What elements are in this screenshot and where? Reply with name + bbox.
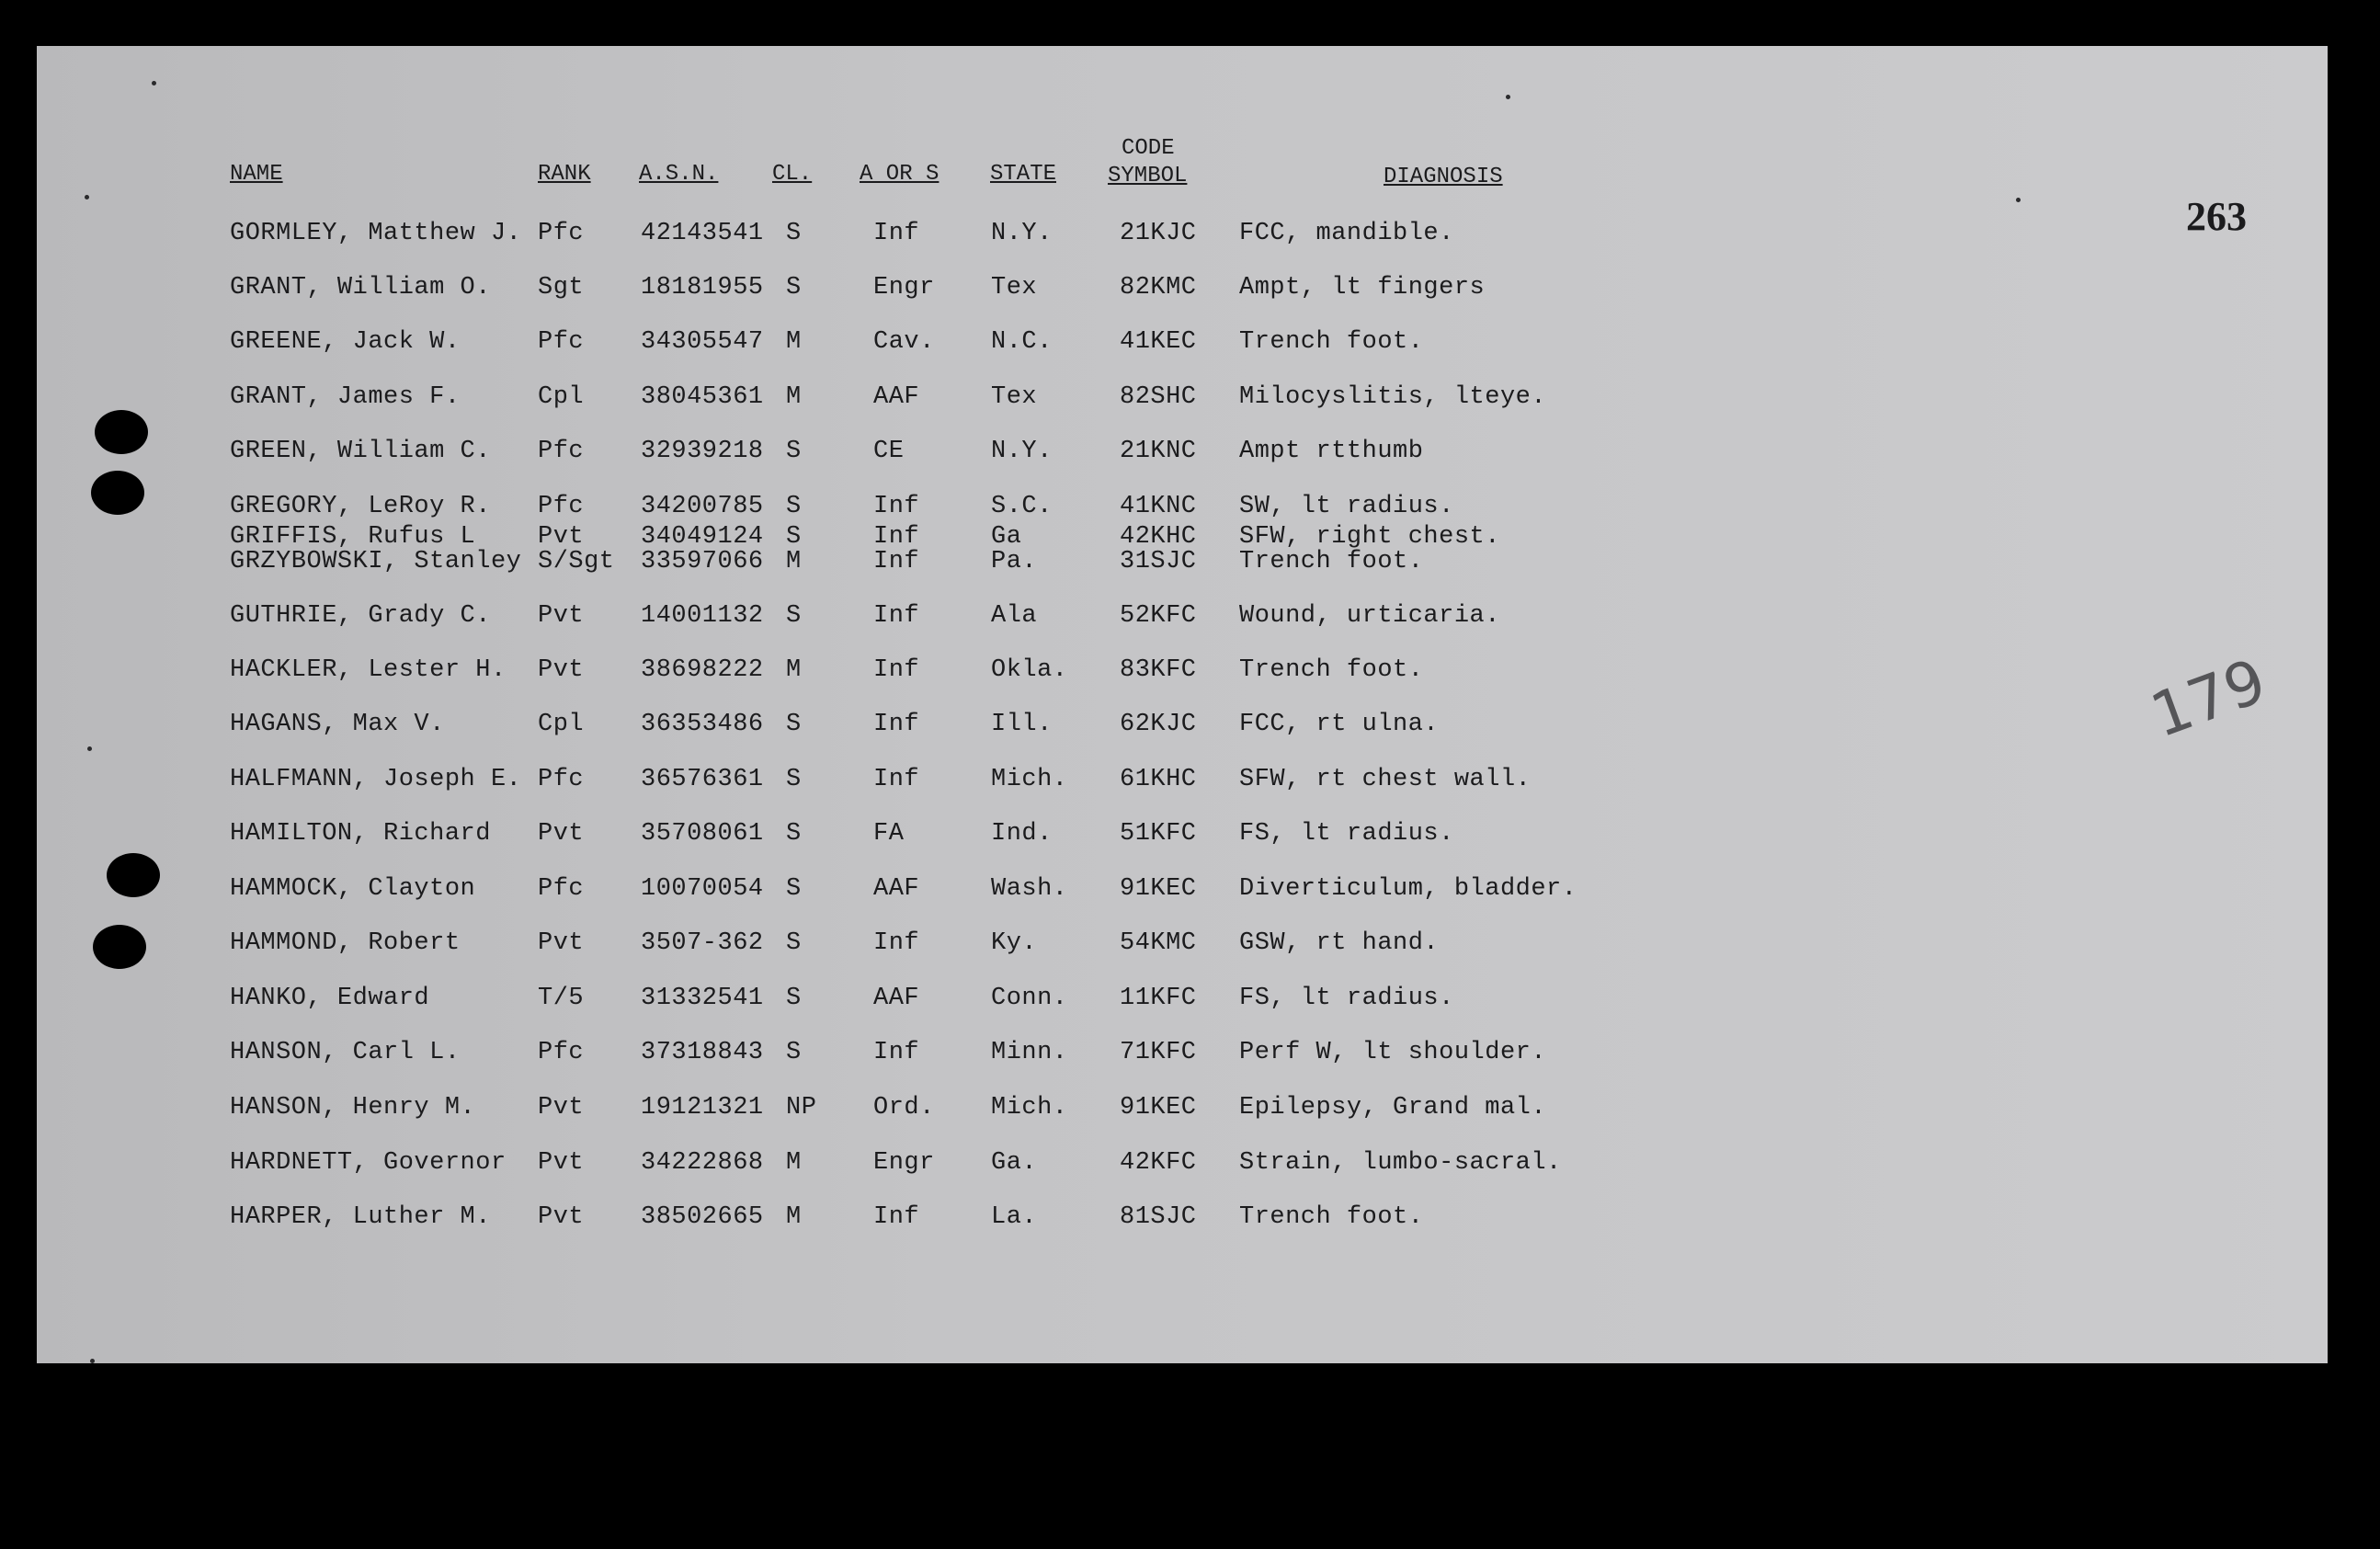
cell-diagnosis: Strain, lumbo-sacral. xyxy=(1239,1149,1562,1177)
cell-name: HACKLER, Lester H. xyxy=(230,656,507,684)
cell-asn: 38698222 xyxy=(641,656,764,684)
cell-class: S xyxy=(786,929,802,957)
dust-speck xyxy=(85,195,89,199)
cell-a-or-s: Inf xyxy=(873,656,920,684)
cell-a-or-s: Inf xyxy=(873,493,920,520)
cell-class: S xyxy=(786,820,802,848)
cell-asn: 35708061 xyxy=(641,820,764,848)
cell-asn: 36576361 xyxy=(641,766,764,793)
header-diagnosis: DIAGNOSIS xyxy=(1384,165,1503,189)
cell-state: Okla. xyxy=(991,656,1068,684)
cell-a-or-s: AAF xyxy=(873,383,920,411)
cell-asn: 34222868 xyxy=(641,1149,764,1177)
cell-class: S xyxy=(786,220,802,247)
cell-diagnosis: SW, lt radius. xyxy=(1239,493,1454,520)
cell-asn: 34049124 xyxy=(641,523,764,551)
cell-code-symbol: 42KHC xyxy=(1120,523,1197,551)
cell-state: Conn. xyxy=(991,985,1068,1012)
cell-state: La. xyxy=(991,1203,1038,1231)
cell-asn: 33597066 xyxy=(641,548,764,575)
cell-state: Mich. xyxy=(991,1094,1068,1122)
cell-name: GUTHRIE, Grady C. xyxy=(230,602,491,630)
cell-code-symbol: 54KMC xyxy=(1120,929,1197,957)
cell-diagnosis: Trench foot. xyxy=(1239,548,1424,575)
cell-code-symbol: 81SJC xyxy=(1120,1203,1197,1231)
header-code-line1: CODE xyxy=(1122,136,1175,161)
cell-diagnosis: FS, lt radius. xyxy=(1239,985,1454,1012)
cell-state: Ky. xyxy=(991,929,1038,957)
cell-state: N.Y. xyxy=(991,220,1053,247)
cell-name: HARPER, Luther M. xyxy=(230,1203,491,1231)
cell-diagnosis: Wound, urticaria. xyxy=(1239,602,1500,630)
cell-class: S xyxy=(786,875,802,903)
cell-state: Ga. xyxy=(991,1149,1038,1177)
dust-speck xyxy=(152,81,156,85)
cell-a-or-s: FA xyxy=(873,820,905,848)
cell-rank: Pvt xyxy=(538,820,585,848)
cell-asn: 3507-362 xyxy=(641,929,764,957)
header-name: NAME xyxy=(230,162,283,187)
cell-name: HAMILTON, Richard xyxy=(230,820,491,848)
cell-rank: Pfc xyxy=(538,1039,585,1066)
cell-a-or-s: Inf xyxy=(873,1039,920,1066)
punch-hole xyxy=(95,410,148,454)
cell-a-or-s: Inf xyxy=(873,602,920,630)
cell-code-symbol: 41KEC xyxy=(1120,328,1197,356)
cell-rank: Pvt xyxy=(538,929,585,957)
cell-asn: 14001132 xyxy=(641,602,764,630)
punch-hole xyxy=(93,925,146,969)
cell-class: M xyxy=(786,1203,802,1231)
header-asn: A.S.N. xyxy=(639,162,719,187)
cell-class: S xyxy=(786,766,802,793)
cell-code-symbol: 31SJC xyxy=(1120,548,1197,575)
cell-class: S xyxy=(786,711,802,738)
cell-rank: Sgt xyxy=(538,274,585,302)
cell-rank: Pfc xyxy=(538,328,585,356)
cell-asn: 18181955 xyxy=(641,274,764,302)
cell-name: HANSON, Henry M. xyxy=(230,1094,476,1122)
header-a-or-s: A OR S xyxy=(860,162,939,187)
cell-state: Ind. xyxy=(991,820,1053,848)
cell-code-symbol: 11KFC xyxy=(1120,985,1197,1012)
header-rank: RANK xyxy=(538,162,591,187)
cell-rank: Pvt xyxy=(538,602,585,630)
cell-asn: 42143541 xyxy=(641,220,764,247)
cell-code-symbol: 91KEC xyxy=(1120,875,1197,903)
cell-a-or-s: Ord. xyxy=(873,1094,935,1122)
cell-class: S xyxy=(786,493,802,520)
cell-diagnosis: Epilepsy, Grand mal. xyxy=(1239,1094,1547,1122)
cell-state: Pa. xyxy=(991,548,1038,575)
cell-rank: S/Sgt xyxy=(538,548,615,575)
cell-class: S xyxy=(786,985,802,1012)
cell-asn: 31332541 xyxy=(641,985,764,1012)
cell-a-or-s: Engr xyxy=(873,1149,935,1177)
cell-diagnosis: SFW, right chest. xyxy=(1239,523,1500,551)
cell-asn: 37318843 xyxy=(641,1039,764,1066)
cell-class: M xyxy=(786,328,802,356)
cell-a-or-s: Inf xyxy=(873,548,920,575)
cell-name: GRZYBOWSKI, Stanley xyxy=(230,548,522,575)
cell-diagnosis: FCC, rt ulna. xyxy=(1239,711,1440,738)
cell-code-symbol: 61KHC xyxy=(1120,766,1197,793)
cell-state: Ill. xyxy=(991,711,1053,738)
cell-asn: 34200785 xyxy=(641,493,764,520)
dust-speck xyxy=(90,1359,95,1363)
header-code-line2: SYMBOL xyxy=(1108,164,1188,188)
cell-state: Minn. xyxy=(991,1039,1068,1066)
cell-rank: Pfc xyxy=(538,220,585,247)
cell-name: HARDNETT, Governor xyxy=(230,1149,507,1177)
cell-code-symbol: 82SHC xyxy=(1120,383,1197,411)
cell-code-symbol: 21KNC xyxy=(1120,438,1197,465)
cell-rank: Pvt xyxy=(538,1149,585,1177)
cell-name: GRIFFIS, Rufus L xyxy=(230,523,476,551)
cell-name: HAMMOND, Robert xyxy=(230,929,461,957)
cell-class: S xyxy=(786,274,802,302)
cell-name: GREGORY, LeRoy R. xyxy=(230,493,491,520)
cell-name: GREEN, William C. xyxy=(230,438,491,465)
cell-diagnosis: GSW, rt hand. xyxy=(1239,929,1440,957)
cell-a-or-s: AAF xyxy=(873,985,920,1012)
header-cl: CL. xyxy=(772,162,813,187)
punch-hole xyxy=(107,853,160,897)
cell-name: HANKO, Edward xyxy=(230,985,430,1012)
cell-class: S xyxy=(786,438,802,465)
cell-rank: Pfc xyxy=(538,438,585,465)
cell-a-or-s: Inf xyxy=(873,220,920,247)
cell-code-symbol: 91KEC xyxy=(1120,1094,1197,1122)
cell-name: GREENE, Jack W. xyxy=(230,328,461,356)
cell-state: N.Y. xyxy=(991,438,1053,465)
dust-speck xyxy=(87,746,92,751)
cell-class: S xyxy=(786,1039,802,1066)
header-state: STATE xyxy=(990,162,1057,187)
cell-rank: Pvt xyxy=(538,1203,585,1231)
dust-speck xyxy=(2016,198,2021,202)
cell-state: Ga xyxy=(991,523,1022,551)
cell-code-symbol: 83KFC xyxy=(1120,656,1197,684)
cell-name: HAGANS, Max V. xyxy=(230,711,445,738)
cell-code-symbol: 62KJC xyxy=(1120,711,1197,738)
cell-rank: Cpl xyxy=(538,383,585,411)
cell-class: S xyxy=(786,602,802,630)
page-number: 263 xyxy=(2186,194,2247,239)
cell-a-or-s: Inf xyxy=(873,929,920,957)
cell-state: Mich. xyxy=(991,766,1068,793)
cell-name: HALFMANN, Joseph E. xyxy=(230,766,522,793)
cell-rank: Pfc xyxy=(538,493,585,520)
cell-asn: 36353486 xyxy=(641,711,764,738)
cell-name: GRANT, James F. xyxy=(230,383,461,411)
pencil-annotation: 179 xyxy=(2142,644,2275,752)
cell-diagnosis: Perf W, lt shoulder. xyxy=(1239,1039,1547,1066)
cell-code-symbol: 52KFC xyxy=(1120,602,1197,630)
cell-a-or-s: AAF xyxy=(873,875,920,903)
cell-code-symbol: 51KFC xyxy=(1120,820,1197,848)
cell-diagnosis: FCC, mandible. xyxy=(1239,220,1454,247)
cell-code-symbol: 71KFC xyxy=(1120,1039,1197,1066)
cell-name: HANSON, Carl L. xyxy=(230,1039,461,1066)
cell-class: M xyxy=(786,383,802,411)
cell-name: GORMLEY, Matthew J. xyxy=(230,220,522,247)
cell-diagnosis: Ampt, lt fingers xyxy=(1239,274,1486,302)
cell-a-or-s: Engr xyxy=(873,274,935,302)
cell-asn: 34305547 xyxy=(641,328,764,356)
cell-rank: Pvt xyxy=(538,523,585,551)
cell-asn: 38502665 xyxy=(641,1203,764,1231)
cell-class: M xyxy=(786,548,802,575)
cell-rank: Pvt xyxy=(538,1094,585,1122)
cell-a-or-s: Inf xyxy=(873,1203,920,1231)
cell-asn: 19121321 xyxy=(641,1094,764,1122)
cell-name: GRANT, William O. xyxy=(230,274,491,302)
cell-a-or-s: Inf xyxy=(873,766,920,793)
cell-state: Tex xyxy=(991,383,1038,411)
cell-rank: Pfc xyxy=(538,766,585,793)
cell-a-or-s: CE xyxy=(873,438,905,465)
cell-diagnosis: Trench foot. xyxy=(1239,1203,1424,1231)
cell-class: S xyxy=(786,523,802,551)
cell-state: Tex xyxy=(991,274,1038,302)
cell-a-or-s: Inf xyxy=(873,711,920,738)
cell-asn: 10070054 xyxy=(641,875,764,903)
cell-code-symbol: 21KJC xyxy=(1120,220,1197,247)
dust-speck xyxy=(1506,95,1510,99)
cell-rank: Pvt xyxy=(538,656,585,684)
cell-state: N.C. xyxy=(991,328,1053,356)
cell-asn: 32939218 xyxy=(641,438,764,465)
cell-diagnosis: Milocyslitis, lteye. xyxy=(1239,383,1547,411)
cell-diagnosis: Ampt rtthumb xyxy=(1239,438,1424,465)
cell-diagnosis: SFW, rt chest wall. xyxy=(1239,766,1532,793)
cell-code-symbol: 41KNC xyxy=(1120,493,1197,520)
cell-rank: Cpl xyxy=(538,711,585,738)
cell-diagnosis: Trench foot. xyxy=(1239,656,1424,684)
cell-class: NP xyxy=(786,1094,817,1122)
cell-asn: 38045361 xyxy=(641,383,764,411)
cell-code-symbol: 82KMC xyxy=(1120,274,1197,302)
cell-state: S.C. xyxy=(991,493,1053,520)
cell-a-or-s: Inf xyxy=(873,523,920,551)
cell-state: Ala xyxy=(991,602,1038,630)
cell-rank: Pfc xyxy=(538,875,585,903)
cell-class: M xyxy=(786,656,802,684)
cell-diagnosis: FS, lt radius. xyxy=(1239,820,1454,848)
cell-diagnosis: Trench foot. xyxy=(1239,328,1424,356)
punch-hole xyxy=(91,471,144,515)
cell-rank: T/5 xyxy=(538,985,585,1012)
cell-code-symbol: 42KFC xyxy=(1120,1149,1197,1177)
cell-state: Wash. xyxy=(991,875,1068,903)
cell-class: M xyxy=(786,1149,802,1177)
cell-a-or-s: Cav. xyxy=(873,328,935,356)
cell-name: HAMMOCK, Clayton xyxy=(230,875,476,903)
cell-diagnosis: Diverticulum, bladder. xyxy=(1239,875,1577,903)
